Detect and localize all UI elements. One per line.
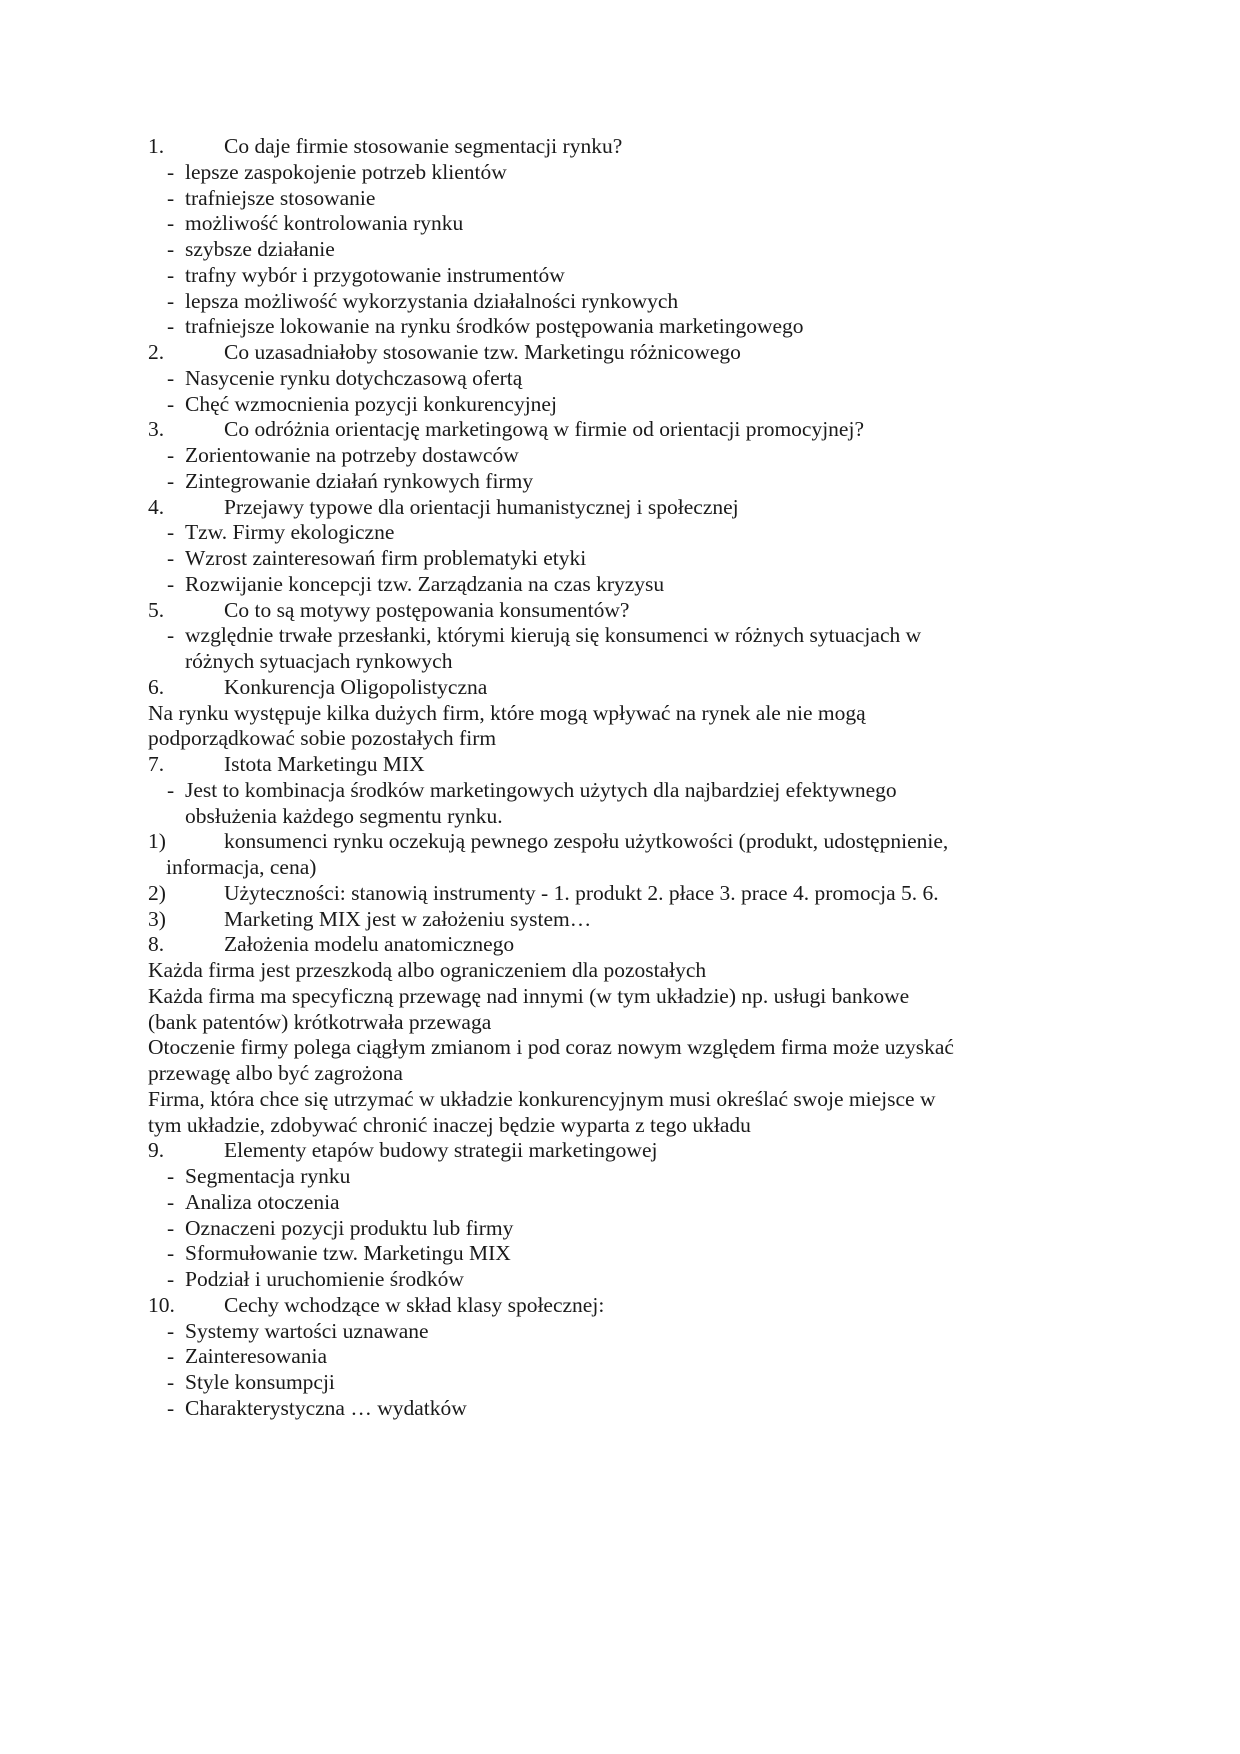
bullet-text: Analiza otoczenia xyxy=(185,1189,340,1214)
item-heading: Cechy wchodzące w skład klasy społecznej: xyxy=(224,1292,605,1317)
item-text: informacja, cena) xyxy=(166,855,317,879)
bullet-text: Nasycenie rynku dotychczasową ofertą xyxy=(185,365,523,390)
bullet-text: szybsze działanie xyxy=(185,237,335,261)
bullet-dash: - xyxy=(167,1267,175,1291)
bullet-text: Chęć wzmocnienia pozycji konkurencyjnej xyxy=(185,391,557,416)
paragraph-text: Otoczenie firmy polega ciągłym zmianom i pod coraz nowym względem firma może uzyskać xyxy=(148,1035,954,1060)
item-heading: Elementy etapów budowy strategii marketingowej xyxy=(224,1138,658,1163)
paragraph-text: Firma, która chce się utrzymać w układzie konkurencyjnym musi określać swoje miejsce w xyxy=(148,1086,936,1111)
bullet-text: Zorientowanie na potrzeby dostawców xyxy=(185,443,519,467)
bullet-dash: - xyxy=(167,237,175,261)
bullet-dash: - xyxy=(167,1164,175,1188)
bullet-dash: - xyxy=(167,211,175,236)
item-heading: konsumenci rynku oczekują pewnego zespołu użytkowości (produkt, udostępnienie, xyxy=(224,829,949,854)
paragraph-text: Każda firma jest przeszkodą albo ograniczeniem dla pozostałych xyxy=(148,958,707,982)
bullet-dash: - xyxy=(167,1370,175,1394)
bullet-dash: - xyxy=(167,1241,175,1266)
bullet-text: Zainteresowania xyxy=(185,1344,328,1369)
bullet-text: lepsze zaspokojenie potrzeb klientów xyxy=(185,159,507,184)
item-number: 10. xyxy=(148,1292,175,1317)
bullet-dash: - xyxy=(167,623,175,648)
bullet-dash: - xyxy=(167,1318,175,1343)
bullet-dash: - xyxy=(167,1189,175,1214)
item-heading: Przejawy typowe dla orientacji humanistycznej i społecznej xyxy=(224,494,739,519)
bullet-dash: - xyxy=(167,546,175,570)
bullet-text: trafniejsze stosowanie xyxy=(185,185,376,210)
item-number: 6. xyxy=(148,674,165,699)
item-heading: Założenia modelu anatomicznego xyxy=(224,932,515,957)
bullet-text: Segmentacja rynku xyxy=(185,1164,351,1188)
bullet-dash: - xyxy=(167,520,175,545)
bullet-text: Sformułowanie tzw. Marketingu MIX xyxy=(185,1241,511,1266)
bullet-dash: - xyxy=(167,468,175,493)
bullet-dash: - xyxy=(167,365,175,390)
item-heading: Konkurencja Oligopolistyczna xyxy=(224,674,488,699)
bullet-dash: - xyxy=(167,1395,175,1420)
item-heading: Co daje firmie stosowanie segmentacji rynku? xyxy=(224,134,623,158)
bullet-dash: - xyxy=(167,288,175,313)
bullet-dash: - xyxy=(167,777,175,802)
bullet-text: trafniejsze lokowanie na rynku środków postępowania marketingowego xyxy=(185,314,804,339)
bullet-text: obsłużenia każdego segmentu rynku. xyxy=(185,803,503,828)
bullet-text: względnie trwałe przesłanki, którymi kierują się konsumenci w różnych sytuacjach w xyxy=(185,623,922,648)
item-number: 2. xyxy=(148,340,165,364)
paragraph-text: podporządkować sobie pozostałych firm xyxy=(148,726,497,751)
bullet-text: różnych sytuacjach rynkowych xyxy=(185,649,453,673)
bullet-dash: - xyxy=(167,262,175,287)
item-number: 7. xyxy=(148,752,165,776)
bullet-text: Zintegrowanie działań rynkowych firmy xyxy=(185,468,534,493)
paragraph-text: tym układzie, zdobywać chronić inaczej będzie wyparta z tego układu xyxy=(148,1112,751,1137)
bullet-text: Oznaczeni pozycji produktu lub firmy xyxy=(185,1215,514,1240)
bullet-text: Rozwijanie koncepcji tzw. Zarządzania na czas kryzysu xyxy=(185,571,665,596)
bullet-text: Tzw. Firmy ekologiczne xyxy=(185,520,395,545)
bullet-text: Systemy wartości uznawane xyxy=(185,1318,429,1343)
item-number: 5. xyxy=(148,597,165,622)
paragraph-text: Na rynku występuje kilka dużych firm, które mogą wpływać na rynek ale nie mogą xyxy=(148,700,866,725)
paragraph-text: przewagę albo być zagrożona xyxy=(148,1061,403,1085)
item-number: 9. xyxy=(148,1138,165,1163)
item-number: 1. xyxy=(148,134,165,158)
bullet-text: możliwość kontrolowania rynku xyxy=(185,211,464,236)
item-heading: Użyteczności: stanowią instrumenty - 1. produkt 2. płace 3. prace 4. promocja 5. 6. xyxy=(224,880,939,905)
bullet-text: Podział i uruchomienie środków xyxy=(185,1267,464,1291)
item-number: 3. xyxy=(148,417,165,442)
bullet-dash: - xyxy=(167,571,175,596)
bullet-text: Jest to kombinacja środków marketingowych użytych dla najbardziej efektywnego xyxy=(185,777,897,802)
item-heading: Co to są motywy postępowania konsumentów? xyxy=(224,597,630,622)
item-heading: Co uzasadniałoby stosowanie tzw. Marketingu różnicowego xyxy=(224,340,741,364)
bullet-dash: - xyxy=(167,1215,175,1240)
paragraph-text: Każda firma ma specyficzną przewagę nad innymi (w tym układzie) np. usługi bankowe xyxy=(148,983,910,1008)
item-number: 2) xyxy=(148,880,166,905)
item-number: 3) xyxy=(148,906,166,931)
item-heading: Marketing MIX jest w założeniu system… xyxy=(224,906,592,931)
bullet-dash: - xyxy=(167,443,175,467)
bullet-text: Style konsumpcji xyxy=(185,1370,335,1394)
bullet-text: Wzrost zainteresowań firm problematyki etyki xyxy=(185,546,587,570)
item-heading: Istota Marketingu MIX xyxy=(224,752,425,776)
bullet-text: lepsza możliwość wykorzystania działalności rynkowych xyxy=(185,288,679,313)
bullet-dash: - xyxy=(167,1344,175,1369)
paragraph-text: (bank patentów) krótkotrwała przewaga xyxy=(148,1009,492,1034)
item-number: 8. xyxy=(148,932,165,957)
bullet-text: Charakterystyczna … wydatków xyxy=(185,1395,467,1420)
item-heading: Co odróżnia orientację marketingową w firmie od orientacji promocyjnej? xyxy=(224,417,864,442)
bullet-dash: - xyxy=(167,185,175,210)
bullet-dash: - xyxy=(167,159,175,184)
item-number: 4. xyxy=(148,494,165,519)
bullet-dash: - xyxy=(167,314,175,339)
bullet-dash: - xyxy=(167,391,175,416)
bullet-text: trafny wybór i przygotowanie instrumentów xyxy=(185,262,565,287)
item-number: 1) xyxy=(148,829,166,854)
